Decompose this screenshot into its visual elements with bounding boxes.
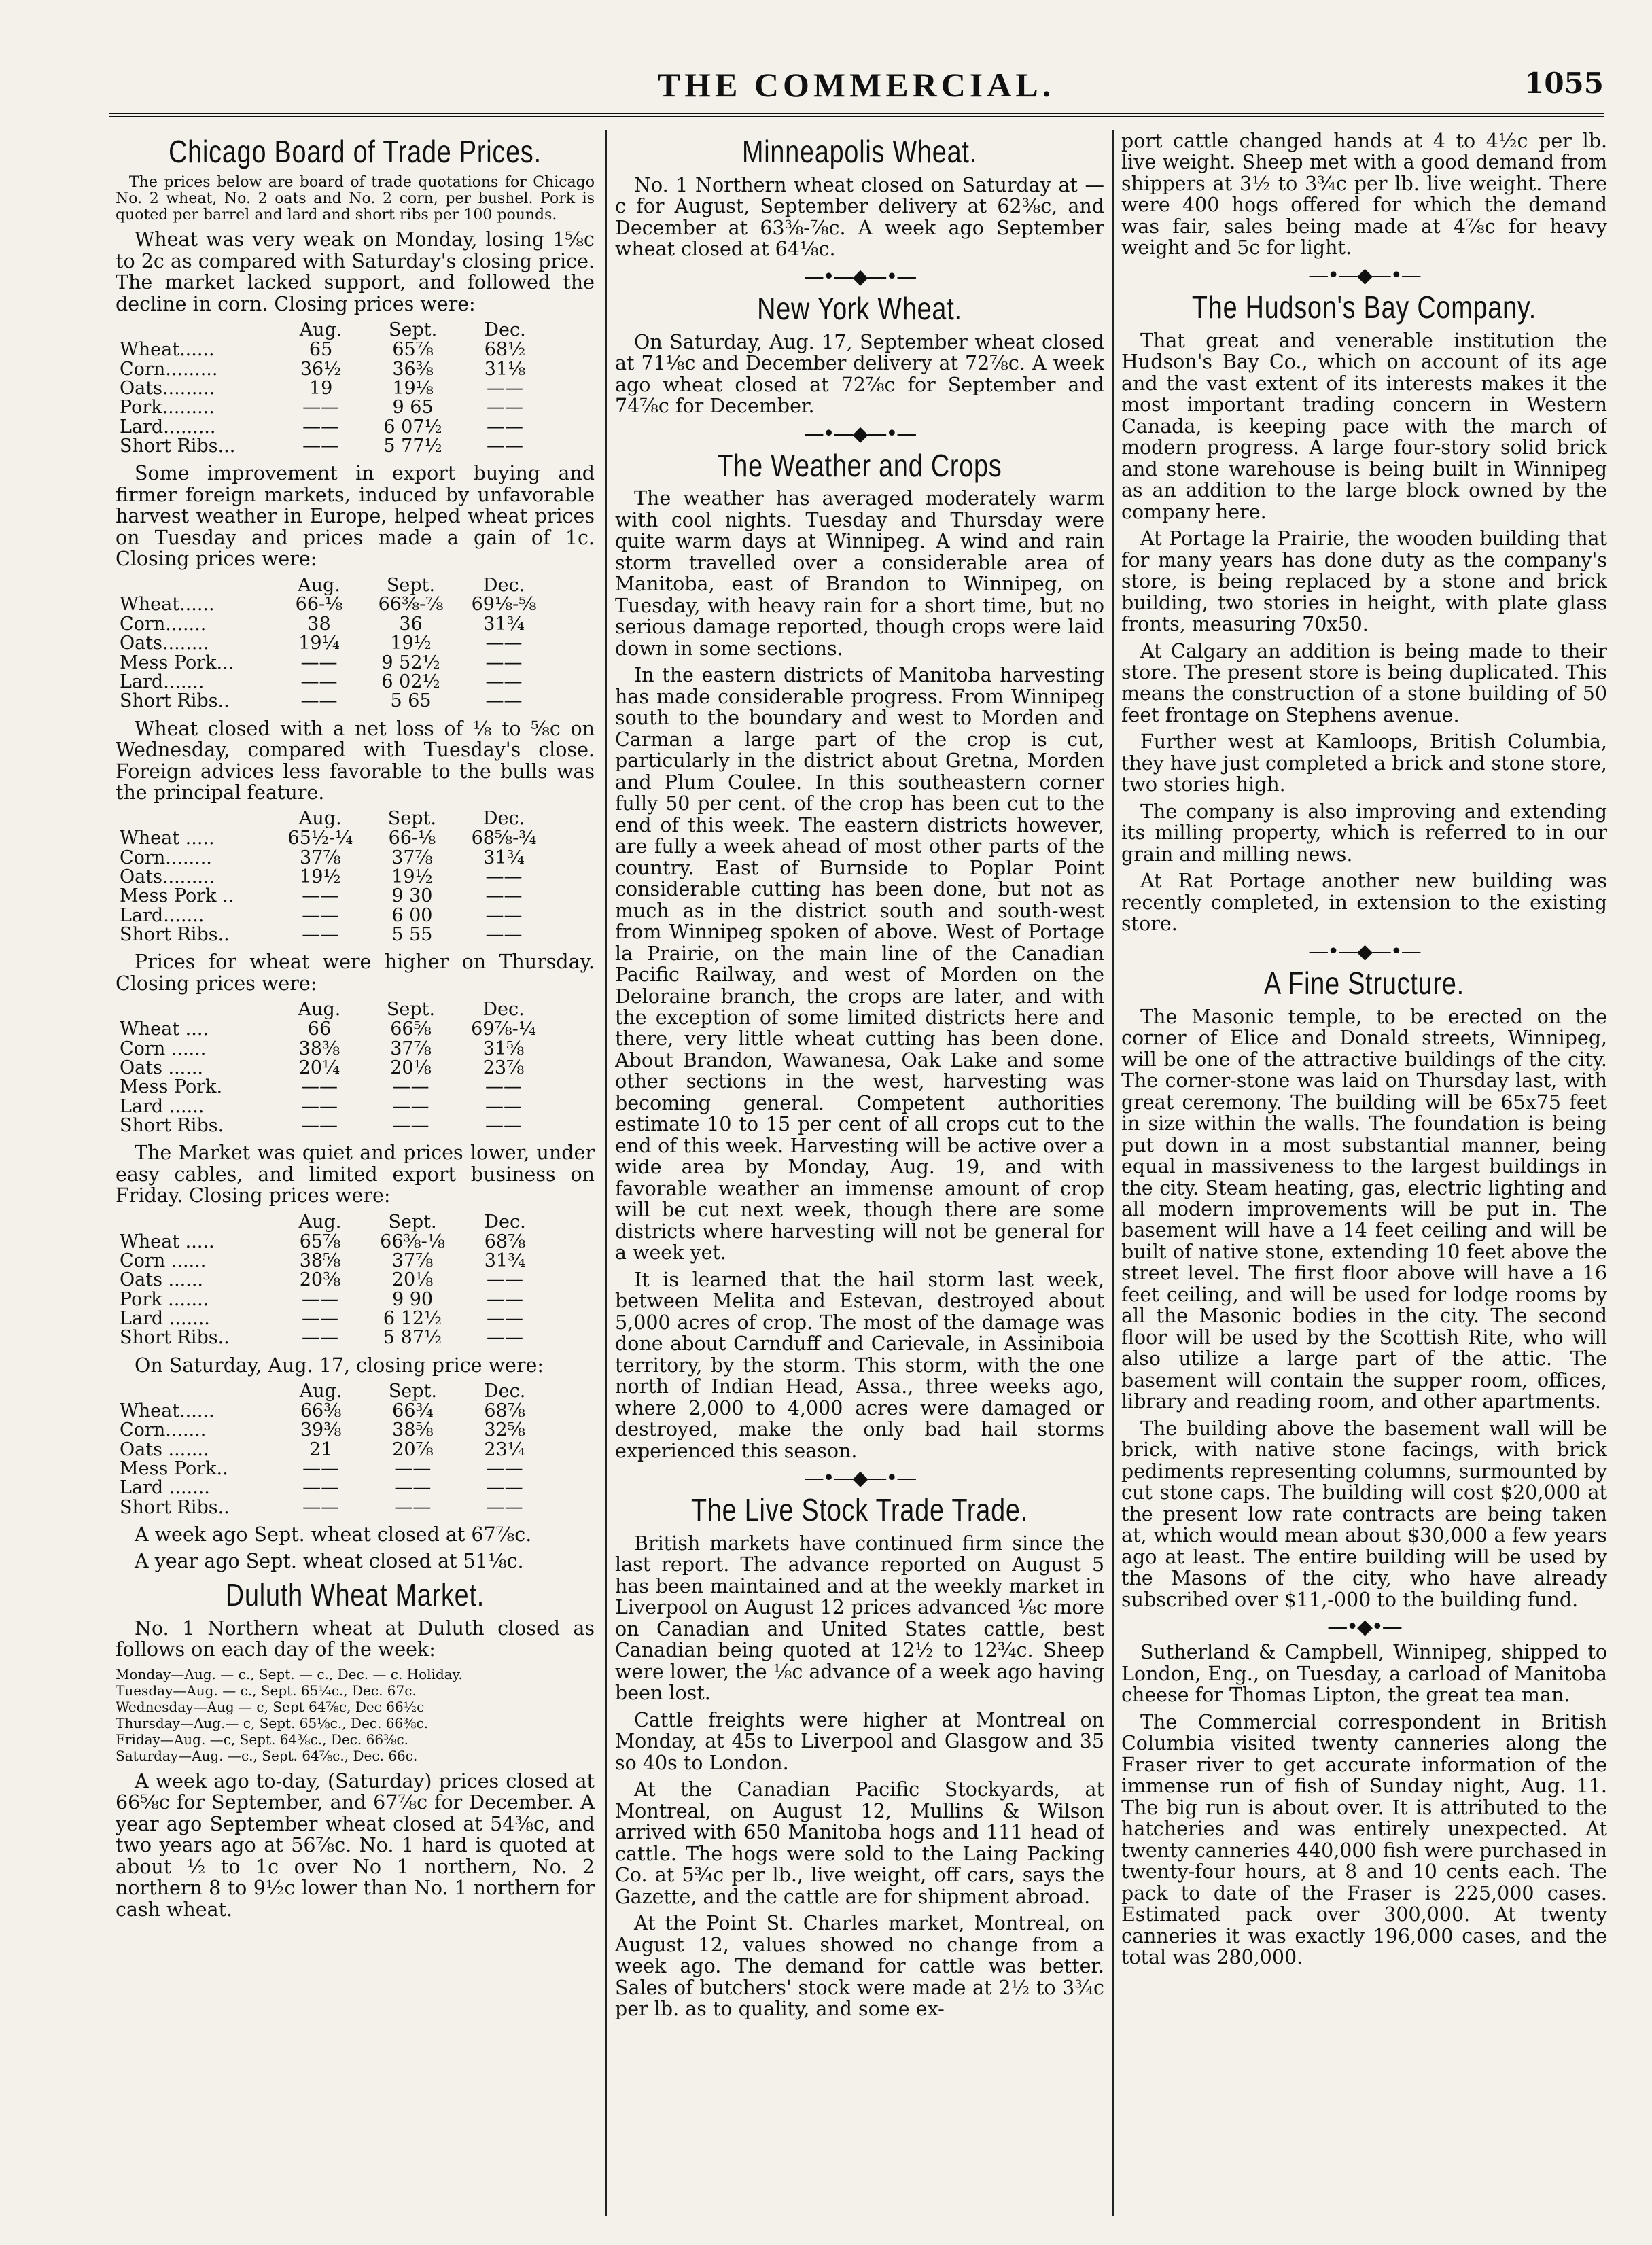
livestock-text-1: British markets have continued firm since the last report. The advance reported on August 5 has been maintained and at the weekly market in Liverpool on August 12 prices advanced ⅛c more on Canadian and United States cattle, best Canadian being quoted at 12½ to 12¾c. Sheep were lower, the ⅛c advance of a week ago having been lost. <box>615 1532 1104 1705</box>
commodity-name: Lard....... <box>120 904 205 926</box>
commodity-name: Corn ...... <box>120 1038 207 1059</box>
sept-price: 38⅝ <box>392 1419 434 1441</box>
price-row <box>116 1078 550 1097</box>
commodity-name: Oats ....... <box>120 1438 209 1460</box>
commodity-name: Lard ....... <box>120 1477 210 1499</box>
aug-price: —— <box>300 690 338 712</box>
minneapolis-heading: Minneapolis Wheat. <box>741 134 978 169</box>
dec-price: —— <box>487 1327 524 1349</box>
aug-price: —— <box>300 1095 338 1117</box>
dec-price: —— <box>486 1477 523 1499</box>
page-number: 1055 <box>1524 67 1604 100</box>
price-table-friday <box>116 1212 550 1348</box>
masthead <box>109 65 1604 117</box>
dec-price: —— <box>485 652 523 673</box>
sept-price: 5 87½ <box>383 1327 442 1349</box>
price-table-monday <box>116 320 550 456</box>
sept-price: —— <box>392 1114 429 1136</box>
aug-header: Aug. <box>298 1211 342 1233</box>
aug-price: —— <box>302 1457 340 1479</box>
price-row <box>116 1271 550 1290</box>
price-row <box>116 360 550 379</box>
price-row <box>116 673 550 692</box>
duluth-daily-list <box>116 1666 595 1764</box>
price-row <box>116 1479 550 1498</box>
price-table-header <box>116 320 550 340</box>
commodity-name: Short Ribs. <box>120 1114 224 1136</box>
duluth-intro: No. 1 Northern wheat at Duluth closed as follows on each day of the week: <box>116 1616 595 1661</box>
dec-header: Dec. <box>484 319 526 341</box>
dec-header: Dec. <box>482 574 525 596</box>
commodity-name: Corn......... <box>120 358 218 380</box>
dec-price: 31¾ <box>483 613 525 635</box>
weather-text-2: In the eastern districts of Manitoba harvesting has made considerable progress. From Winnipeg south to the boundary and west to Morden and Carman a large part of the crop is cut, particularly in the district about Gretna, Morden and Plum Coulee. In this southeastern corner fully 50 per cent. of the crop has been cut to the end of this week. The eastern districts however, are fully a week ahead of most other parts of the country. East of Burnside to Poplar Point considerable cutting has been done, but not as much as in the district south and south-west from Winnipeg spoken of above. West of Portage la Prairie, on the main line of the Canadian Pacific Railway, and west of Morden on the Deloraine branch, the crops are later, and with the exception of some limited districts here and there, very little wheat cutting has been done. About Brandon, Wawanesa, Oak Lake and some other sections in the west, harvesting was becoming general. Competent authorities estimate 10 to 15 per cent of all crops cut to the end of this week. Harvesting will be active over a wide area by Monday, Aug. 19, and with favorable weather an immense amount of crop will be cut next week, though there are some districts where harvesting will not be general for a week yet. <box>615 664 1104 1265</box>
price-row <box>116 615 550 634</box>
sept-price: 5 77½ <box>383 435 442 457</box>
aug-price: —— <box>302 416 340 438</box>
dec-price: 31⅛ <box>484 358 526 380</box>
aug-price: 66 <box>307 1019 332 1040</box>
sept-price: 36⅜ <box>392 358 434 380</box>
duluth-day-line: Monday—Aug. — c., Sept. — c., Dec. — c. Holiday. <box>116 1665 463 1682</box>
dec-price: —— <box>485 1114 522 1136</box>
dec-price: —— <box>485 671 523 692</box>
aug-price: —— <box>302 435 340 457</box>
column-rule-1 <box>605 130 607 2216</box>
dec-price: —— <box>485 904 523 926</box>
dec-header: Dec. <box>484 1211 526 1233</box>
section-divider: —•◆•— <box>1327 1615 1401 1640</box>
aug-price: —— <box>300 652 338 673</box>
commodity-name: Oats......... <box>120 866 215 887</box>
aug-price: 20¼ <box>298 1057 340 1078</box>
price-row <box>116 868 550 887</box>
newyork-heading: New York Wheat. <box>757 290 962 326</box>
commodity-name: Short Ribs.. <box>120 690 230 712</box>
hudson-text-5: The company is also improving and extending its milling property, which is referred to in our grain and milling news. <box>1121 800 1607 866</box>
price-table-header <box>116 1000 550 1020</box>
chicago-monday-text: Wheat was very weak on Monday, losing 1⅝c to 2c as compared with Saturday's closing price. The market lacked support, and followed the decline in corn. Closing prices were: <box>116 228 595 315</box>
aug-price: —— <box>302 1307 339 1329</box>
column-3 <box>1121 130 1607 2216</box>
sept-price: —— <box>392 1095 429 1117</box>
dec-price: 69⅞-¼ <box>471 1019 536 1040</box>
aug-price: 65⅞ <box>299 1231 341 1252</box>
aug-price: —— <box>300 1076 338 1098</box>
commodity-name: Short Ribs... <box>120 435 236 457</box>
aug-price: —— <box>302 885 339 907</box>
duluth-day-line: Saturday—Aug. —c., Sept. 64⅞c., Dec. 66c. <box>116 1747 418 1764</box>
sept-price: 36 <box>399 613 423 635</box>
dec-price: 31⅝ <box>482 1038 525 1059</box>
hudson-heading: The Hudson's Bay Company. <box>1191 289 1537 325</box>
dec-price: 32⅝ <box>484 1419 525 1441</box>
sept-price: —— <box>394 1457 432 1479</box>
sept-price: 37⅞ <box>391 1250 434 1271</box>
dec-price: 31¾ <box>484 1250 526 1271</box>
duluth-day-line: Thursday—Aug.— c, Sept. 65⅛c., Dec. 66⅜c. <box>116 1714 429 1731</box>
column-2 <box>615 130 1104 2216</box>
commodity-name: Lard ...... <box>120 1095 205 1117</box>
sept-price: 19⅛ <box>392 377 434 399</box>
structure-text-1: The Masonic temple, to be erected on the corner of Elice and Donald streets, Winnipeg, will be one of the attractive buildings of the city. The corner-stone was laid on Thursday last, with great ceremony. The building will be 65x75 feet in size within the walls. The foundation is being put down in a most substantial manner, being equal in massiveness to the largest buildings in the city. Steam heating, gas, electric lighting and all modern improvements will be put in. The basement will have a 14 feet ceiling and will be built of native stone, extending 10 feet above the street level. The first floor above will have a 16 feet ceiling, and will be used for lodge rooms by all the Masonic bodies in the city. The second floor will be used by the Scottish Rite, who will also utilize a large part of the attic. The basement will contain the supper room, offices, library and reading room, and other apartments. <box>1121 1005 1607 1413</box>
livestock-continued: port cattle changed hands at 4 to 4½c per lb. live weight. Sheep met with a good demand from shippers at 3½ to 3¾c per lb. live weight. There were 400 hogs offered for which the demand was fair, sales being made at 4⅞c for heavy weight and 5c for light. <box>1121 130 1607 260</box>
section-divider: —•—◆—•— <box>1308 263 1420 287</box>
sept-price: 6 02½ <box>381 671 440 692</box>
dec-price: 68⅝-¾ <box>471 828 537 849</box>
chicago-week-ago: A week ago Sept. wheat closed at 67⅞c. <box>135 1523 532 1546</box>
commodity-name: Oats ...... <box>120 1269 204 1291</box>
commodity-header <box>116 1000 274 1020</box>
aug-header: Aug. <box>298 808 342 830</box>
price-row <box>116 1020 550 1039</box>
price-row <box>116 1328 550 1347</box>
section-divider: —•—◆—•— <box>803 1466 916 1491</box>
aug-price: 39⅜ <box>300 1419 342 1441</box>
price-row <box>116 1402 550 1421</box>
commodity-header <box>116 576 274 596</box>
sept-price: 6 12½ <box>383 1307 442 1329</box>
bc-canneries-text: The Commercial correspondent in British Columbia visited twenty canneries along the Fraser river to get accurate information of the immense run of fish of Sunday night, Aug. 11. The big run is about over. It is attributed to the hatcheries and was entirely unexpected. At twenty canneries 440,000 fish were purchased in twenty-four hours, at 8 and 10 cents each. The pack to date of the Fraser is 225,000 cases. Estimated pack over 300,000. At twenty canneries it was exactly 196,000 cases, and the total was 280,000. <box>1121 1710 1607 1968</box>
commodity-name: Wheat...... <box>120 594 215 616</box>
commodity-name: Pork ....... <box>120 1288 209 1310</box>
aug-price: 21 <box>309 1438 333 1460</box>
commodity-name: Wheat .... <box>120 1019 209 1040</box>
duluth-day-line: Friday—Aug. —c, Sept. 64⅜c., Dec. 66⅜c. <box>116 1731 408 1748</box>
commodity-name: Short Ribs.. <box>120 924 230 946</box>
dec-price: 68⅞ <box>484 1400 525 1421</box>
aug-price: —— <box>302 1288 339 1310</box>
sept-price: 19½ <box>390 633 432 654</box>
hudson-text-3: At Calgary an addition is being made to their store. The present store is being duplicated. This means the construction of a stone building of 50 feet frontage on Stephens avenue. <box>1121 639 1607 726</box>
price-row <box>116 1116 550 1135</box>
sept-header: Sept. <box>386 574 436 596</box>
aug-price: 38⅝ <box>299 1250 341 1271</box>
chicago-saturday-text: On Saturday, Aug. 17, closing price were: <box>135 1354 544 1377</box>
commodity-name: Mess Pork. <box>120 1076 223 1098</box>
commodity-name: Corn ...... <box>120 1250 207 1271</box>
commodity-name: Wheat...... <box>120 339 215 361</box>
price-row <box>116 906 550 925</box>
commodity-header <box>116 809 274 829</box>
aug-price: 19½ <box>300 866 341 887</box>
livestock-text-4: At the Point St. Charles market, Montreal, on August 12, values showed no change from a week ago. The demand for cattle was better. Sales of butchers' stock were made at 2½ to 3¾c per lb. as to quality, and some ex- <box>615 1912 1104 2021</box>
commodity-name: Lard......... <box>120 416 216 438</box>
aug-price: 36½ <box>300 358 342 380</box>
minneapolis-text: No. 1 Northern wheat closed on Saturday at —c for August, September delivery at 62⅜c, and December at 63⅜-⅞c. A week ago September wheat closed at 64⅛c. <box>615 173 1104 261</box>
hudson-text-1: That great and venerable institution the Hudson's Bay Co., which on account of its age and the vast extent of its interests makes it the most important trading concern in Western Canada, is keeping pace with the march of modern progress. A large four-story solid brick and stone warehouse is being built in Winnipeg as an addition to the large block owned by the company here. <box>1121 329 1607 523</box>
weather-text-3: It is learned that the hail storm last week, between Melita and Estevan, destroyed about 5,000 acres of crop. The most of the damage was done about Carnduff and Carievale, in Assiniboia territory, by the storm. This storm, with the one north of Indian Head, Assa., three weeks ago, where 2,000 to 4,000 acres were damaged or destroyed, make the only bad hail storms experienced this season. <box>615 1268 1104 1462</box>
commodity-name: Corn....... <box>120 613 207 635</box>
sept-price: 20⅛ <box>391 1269 434 1291</box>
price-row <box>116 887 550 906</box>
dec-price: —— <box>485 690 523 712</box>
dec-price: —— <box>487 416 523 438</box>
hudson-text-6: At Rat Portage another new building was recently completed, in extension to the existing store. <box>1121 870 1607 936</box>
commodity-name: Wheat...... <box>120 1400 215 1421</box>
price-table-tuesday <box>116 576 550 711</box>
chicago-tuesday-text: Some improvement in export buying and firmer foreign markets, induced by unfavorable harvest weather in Europe, helped wheat prices on Tuesday and prices made a gain of 1c. Closing prices were: <box>116 462 595 571</box>
price-table-saturday <box>116 1381 550 1517</box>
aug-price: 66⅜ <box>300 1400 342 1421</box>
dec-price: 68⅞ <box>484 1231 526 1252</box>
price-row <box>116 849 550 868</box>
dec-price: —— <box>487 1288 524 1310</box>
aug-price: 20⅜ <box>299 1269 341 1291</box>
sept-price: 9 90 <box>391 1288 434 1310</box>
commodity-name: Corn....... <box>120 1419 207 1441</box>
price-table-header <box>116 1381 550 1402</box>
column-rule-2 <box>1112 130 1114 2216</box>
duluth-day-line: Wednesday—Aug — c, Sept 64⅞c, Dec 66½c <box>116 1698 425 1715</box>
price-row <box>116 634 550 653</box>
commodity-name: Wheat ..... <box>120 1231 215 1252</box>
price-table-header <box>116 576 550 596</box>
dec-price: —— <box>487 435 523 457</box>
aug-price: —— <box>302 904 339 926</box>
aug-price: 37⅞ <box>300 847 341 868</box>
chicago-thursday-text: Prices for wheat were higher on Thursday. Closing prices were: <box>116 951 595 995</box>
dec-price: —— <box>486 1496 523 1518</box>
aug-price: 19 <box>309 377 333 399</box>
commodity-name: Mess Pork.. <box>120 1457 228 1479</box>
price-table-header <box>116 809 550 829</box>
dec-header: Dec. <box>482 999 525 1021</box>
aug-price: —— <box>302 1327 339 1349</box>
dec-price: —— <box>485 885 523 907</box>
aug-price: —— <box>302 1496 340 1518</box>
dec-price: 68½ <box>484 339 526 361</box>
price-row <box>116 398 550 417</box>
price-row <box>116 692 550 711</box>
price-row <box>116 1040 550 1059</box>
dec-price: 69⅛-⅝ <box>471 594 537 616</box>
dec-price: —— <box>487 397 523 419</box>
commodity-name: Short Ribs.. <box>120 1496 230 1518</box>
dec-header: Dec. <box>482 808 525 830</box>
price-row <box>116 829 550 848</box>
price-row <box>116 1421 550 1440</box>
sept-price: 20⅛ <box>390 1057 432 1078</box>
sutherland-text: Sutherland & Campbell, Winnipeg, shipped to London, Eng., on Tuesday, a carload of Manitoba cheese for Thomas Lipton, the great tea man. <box>1121 1641 1607 1707</box>
column-1 <box>116 130 595 2216</box>
masthead-title: THE COMMERCIAL. <box>657 66 1055 104</box>
weather-text-1: The weather has averaged moderately warm with cool nights. Tuesday and Thursday were quite warm days at Winnipeg. A wind and rain storm travelled over a considerable area of Manitoba, east of Brandon to Winnipeg, on Tuesday, with heavy rain for a short time, but no serious damage reported, though crops were laid down in some sections. <box>615 487 1104 660</box>
sept-price: 5 65 <box>390 690 432 712</box>
dec-price: —— <box>487 377 523 399</box>
aug-price: 65 <box>309 339 333 361</box>
duluth-day-line: Tuesday—Aug. — c., Sept. 65¼c., Dec. 67c. <box>116 1682 417 1699</box>
aug-price: 66-⅛ <box>295 594 343 616</box>
aug-header: Aug. <box>299 319 342 341</box>
chicago-note: The prices below are board of trade quotations for Chicago No. 2 wheat, No. 2 oats and No. 2 corn, per bushel. Pork is quoted per barrel and lard and short ribs per 100 pounds. <box>116 173 595 224</box>
commodity-name: Oats........ <box>120 633 209 654</box>
price-row <box>116 1290 550 1309</box>
price-row <box>116 1252 550 1271</box>
sept-price: 65⅞ <box>392 339 434 361</box>
sept-price: 66⅜-⅞ <box>378 594 444 616</box>
sept-header: Sept. <box>388 1381 438 1402</box>
commodity-header <box>116 1212 275 1233</box>
dec-price: —— <box>485 1076 522 1098</box>
commodity-name: Wheat ..... <box>120 828 215 849</box>
dec-header: Dec. <box>483 1381 526 1402</box>
weather-heading: The Weather and Crops <box>717 447 1002 483</box>
chicago-wednesday-text: Wheat closed with a net loss of ⅛ to ⅝c on Wednesday, compared with Tuesday's close. Foreign advices less favorable to the bulls was the principal feature. <box>116 717 595 804</box>
hudson-text-4: Further west at Kamloops, British Columbia, they have just completed a brick and stone store, two stories high. <box>1121 730 1607 796</box>
livestock-text-3: At the Canadian Pacific Stockyards, at Montreal, on August 12, Mullins & Wilson arrived with 650 Manitoba hogs and 111 head of cattle. The hogs were sold to the Laing Packing Co. at 5¾c per lb., live weight, off cars, says the Gazette, and the cattle are for shipment abroad. <box>615 1778 1104 1908</box>
price-row <box>116 1498 550 1517</box>
aug-price: —— <box>300 671 338 692</box>
sept-price: 5 55 <box>391 924 433 946</box>
duluth-heading: Duluth Wheat Market. <box>225 1576 485 1612</box>
dec-price: —— <box>485 1095 522 1117</box>
sept-price: 66⅜-⅛ <box>380 1231 445 1252</box>
commodity-name: Short Ribs.. <box>120 1327 230 1349</box>
sept-price: —— <box>394 1496 432 1518</box>
aug-price: —— <box>300 1114 338 1136</box>
price-row <box>116 1309 550 1328</box>
aug-price: —— <box>302 397 340 419</box>
sept-price: 37⅞ <box>391 847 433 868</box>
price-row <box>116 1059 550 1078</box>
aug-price: 38 <box>307 613 331 635</box>
price-table-wednesday <box>116 809 550 944</box>
commodity-name: Oats ...... <box>120 1057 204 1078</box>
price-row <box>116 379 550 398</box>
commodity-name: Lard ....... <box>120 1307 210 1329</box>
commodity-name: Lard....... <box>120 671 205 692</box>
dec-price: 31¾ <box>483 847 525 868</box>
section-divider: —•—◆—•— <box>803 264 916 289</box>
sept-price: 9 52½ <box>381 652 440 673</box>
dec-price: —— <box>487 1307 524 1329</box>
chicago-heading: Chicago Board of Trade Prices. <box>169 134 542 169</box>
price-row <box>116 1233 550 1252</box>
dec-price: —— <box>485 633 523 654</box>
hudson-text-2: At Portage la Prairie, the wooden building that for many years has done duty as the company's store, is being replaced by a stone and brick building, two stories in height, with plate glass fronts, measuring 70x50. <box>1121 527 1607 636</box>
commodity-header <box>116 1381 275 1402</box>
commodity-name: Mess Pork .. <box>120 885 234 907</box>
price-row <box>116 418 550 437</box>
price-row <box>116 1097 550 1116</box>
aug-price: 19¼ <box>298 633 340 654</box>
aug-price: —— <box>302 924 339 946</box>
aug-header: Aug. <box>298 574 340 596</box>
section-divider: —•—◆—•— <box>803 421 916 446</box>
livestock-text-2: Cattle freights were higher at Montreal on Monday, at 45s to Liverpool and Glasgow and 35 so 40s to London. <box>615 1708 1104 1774</box>
aug-header: Aug. <box>299 1381 342 1402</box>
sept-price: —— <box>392 1076 429 1098</box>
sept-header: Sept. <box>387 808 436 830</box>
structure-heading: A Fine Structure. <box>1264 965 1464 1001</box>
sept-price: —— <box>394 1477 432 1499</box>
aug-price: —— <box>302 1477 340 1499</box>
structure-text-2: The building above the basement wall will be brick, with native stone facings, with brick pediments representing columns, surmounted by cut stone caps. The building will cost $20,000 at the present low rate contracts are being taken at, which would mean about $30,000 a few years ago at least. The entire building will be used by the Masons of the city, who have already subscribed over $11,-000 to the building fund. <box>1121 1417 1607 1611</box>
price-row <box>116 1440 550 1460</box>
dec-price: —— <box>486 1457 523 1479</box>
price-table-header <box>116 1212 550 1233</box>
aug-price: 38⅜ <box>298 1038 340 1059</box>
sept-header: Sept. <box>386 999 436 1021</box>
dec-price: —— <box>485 866 523 887</box>
price-row <box>116 340 550 359</box>
chicago-friday-text: The Market was quiet and prices lower, under easy cables, and limited export business on Friday. Closing prices were: <box>116 1142 595 1207</box>
dec-price: —— <box>485 924 523 946</box>
price-row <box>116 654 550 673</box>
livestock-heading: The Live Stock Trade Trade. <box>691 1492 1028 1528</box>
aug-header: Aug. <box>298 999 341 1021</box>
price-row <box>116 925 550 944</box>
section-divider: —•—◆—•— <box>1308 939 1420 964</box>
sept-price: 66-⅛ <box>388 828 436 849</box>
price-table-thursday <box>116 1000 550 1135</box>
sept-price: 9 30 <box>391 885 433 907</box>
sept-price: 37⅞ <box>390 1038 432 1059</box>
sept-price: 9 65 <box>392 397 434 419</box>
sept-price: 6 07½ <box>383 416 442 438</box>
sept-header: Sept. <box>388 1211 437 1233</box>
chicago-year-ago: A year ago Sept. wheat closed at 51⅛c. <box>135 1550 524 1573</box>
commodity-name: Mess Pork... <box>120 652 234 673</box>
price-row <box>116 437 550 456</box>
sept-header: Sept. <box>388 319 438 341</box>
commodity-header <box>116 320 275 340</box>
duluth-summary: A week ago to-day, (Saturday) prices closed at 66⅝c for September, and 67⅞c for December. A year ago September wheat closed at 54⅜c, and two years ago at 56⅞c. No. 1 hard is quoted at about ½ to 1c over No 1 northern, No. 2 northern 8 to 9½c lower than No. 1 northern for cash wheat. <box>116 1769 595 1921</box>
dec-price: 23¼ <box>484 1438 525 1460</box>
sept-price: 6 00 <box>391 904 433 926</box>
commodity-name: Pork......... <box>120 397 215 419</box>
price-row <box>116 595 550 614</box>
price-row <box>116 1460 550 1479</box>
sept-price: 19½ <box>391 866 433 887</box>
aug-price: 65½-¼ <box>287 828 353 849</box>
commodity-name: Corn........ <box>120 847 212 868</box>
dec-price: 23⅞ <box>482 1057 525 1078</box>
commodity-name: Oats......... <box>120 377 215 399</box>
sept-price: 66¾ <box>392 1400 434 1421</box>
dec-price: —— <box>487 1269 524 1291</box>
sept-price: 66⅝ <box>390 1019 432 1040</box>
sept-price: 20⅞ <box>392 1438 434 1460</box>
newyork-text: On Saturday, Aug. 17, September wheat closed at 71⅛c and December delivery at 72⅞c. A week ago wheat closed at 72⅞c for September and 74⅞c for December. <box>615 330 1104 418</box>
